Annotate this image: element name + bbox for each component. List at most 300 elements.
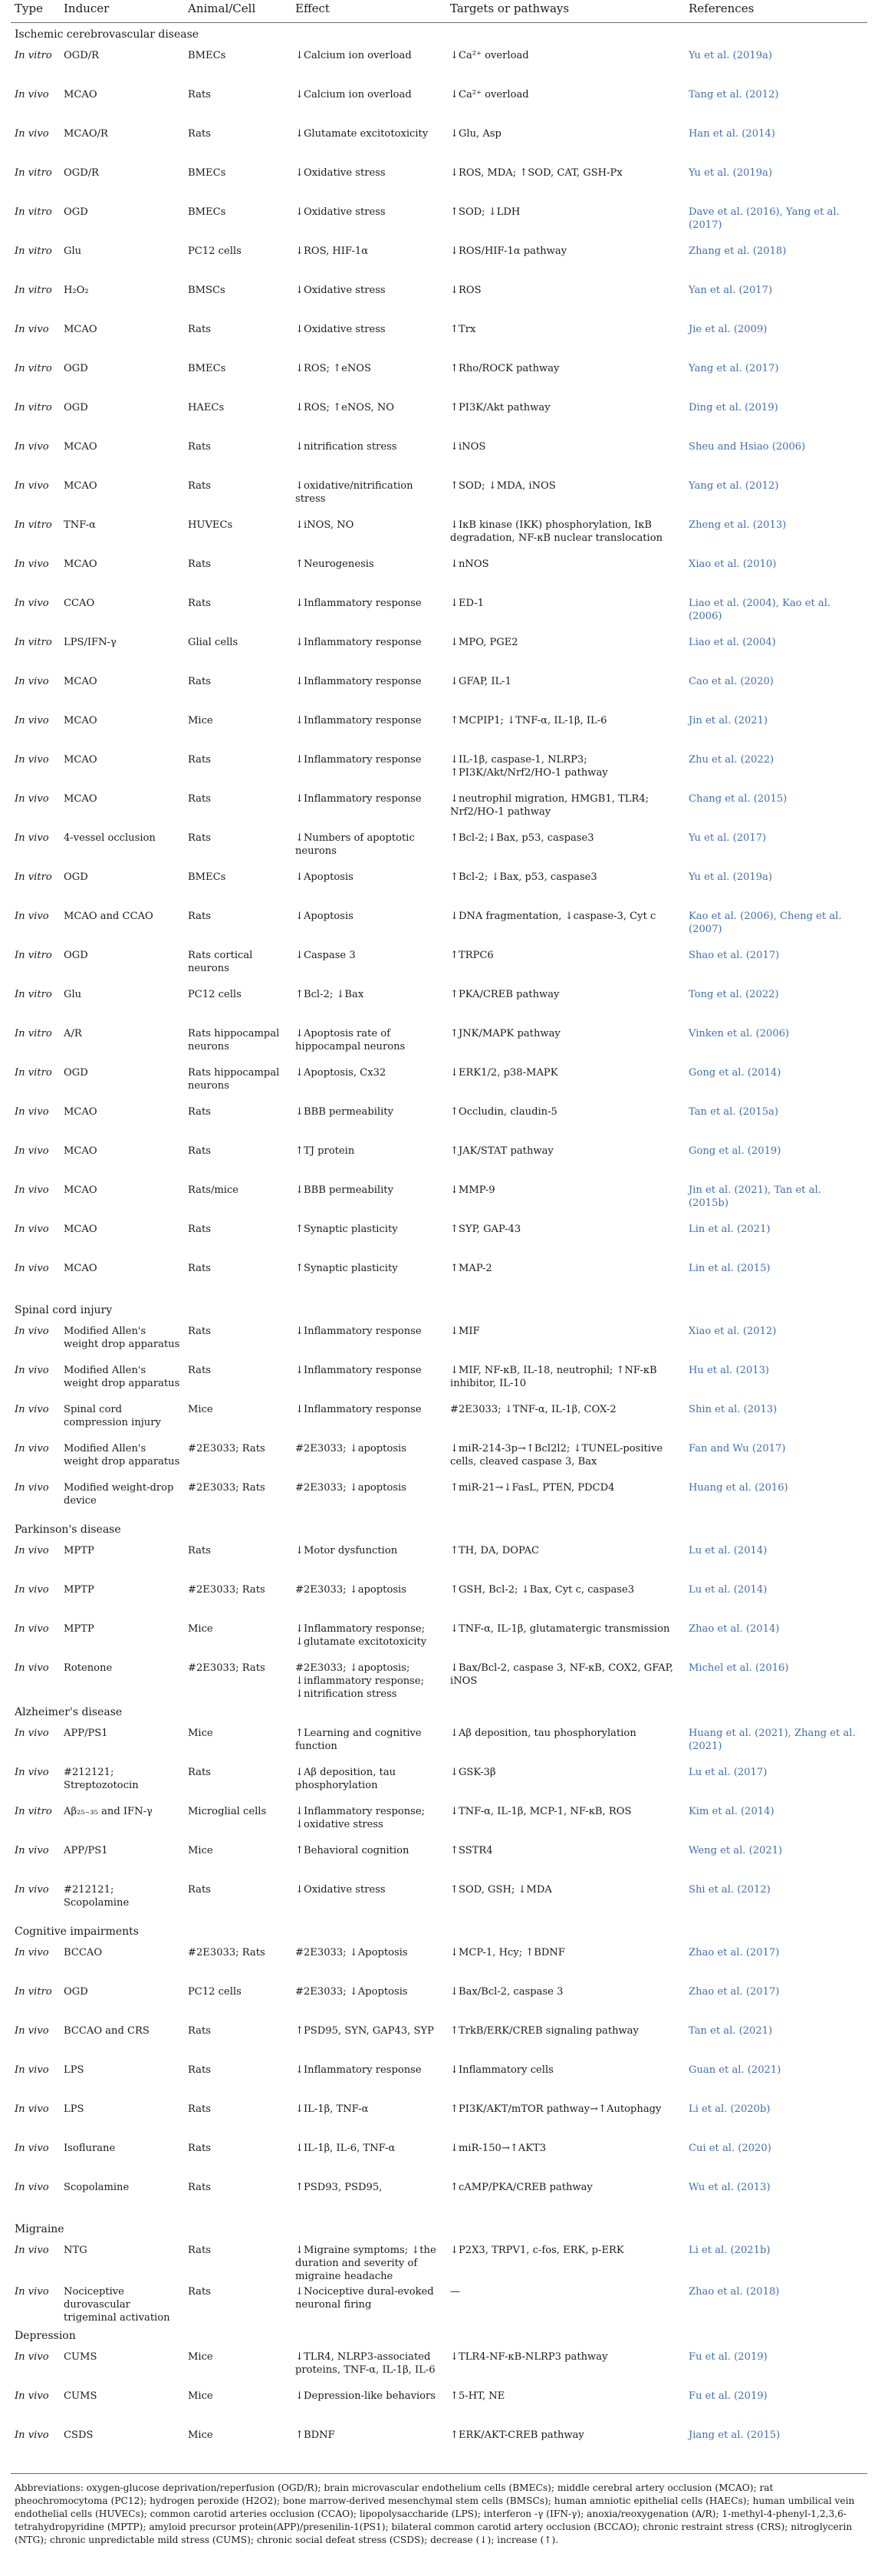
cell-targets: ↓TLR4-NF-κB-NLRP3 pathway: [450, 2350, 608, 2363]
cell-animal-cell: Mice: [188, 1727, 213, 1739]
cell-inducer: OGD: [64, 1985, 88, 1998]
cell-targets: —: [450, 2285, 461, 2298]
cell-type: In vitro: [15, 1066, 52, 1079]
cell-type: In vivo: [15, 1223, 49, 1235]
cell-targets: ↑TRPC6: [450, 949, 494, 961]
section-title: Cognitive impairments: [15, 1925, 139, 1938]
cell-targets: ↑TrkB/ERK/CREB signaling pathway: [450, 2024, 639, 2037]
cell-effect: ↑Synaptic plasticity: [295, 1262, 398, 1274]
cell-animal-cell: Glial cells: [188, 636, 238, 648]
cell-animal-cell: Rats: [188, 88, 211, 100]
cell-reference[interactable]: Cao et al. (2020): [689, 675, 774, 687]
cell-animal-cell: Microglial cells: [188, 1805, 267, 1817]
cell-effect: ↑Neurogenesis: [295, 558, 374, 570]
cell-animal-cell: PC12 cells: [188, 988, 242, 1000]
cell-inducer: OGD/R: [64, 49, 99, 61]
cell-reference[interactable]: Kao et al. (2006), Cheng et al. (2007): [689, 910, 842, 935]
cell-reference[interactable]: Yang et al. (2017): [689, 362, 779, 374]
cell-targets: ↓MIF: [450, 1325, 480, 1337]
cell-inducer: LPS: [64, 2064, 84, 2076]
table-row: [11, 86, 867, 125]
cell-targets: ↑cAMP/PKA/CREB pathway: [450, 2181, 593, 2193]
cell-targets: ↓neutrophil migration, HMGB1, TLR4; Nrf2/HO-1 pathway: [450, 792, 649, 818]
cell-reference[interactable]: Huang et al. (2016): [689, 1481, 788, 1494]
cell-effect: ↓Depression-like behaviors: [295, 2390, 436, 2402]
cell-reference[interactable]: Zhu et al. (2022): [689, 753, 774, 766]
cell-targets: ↑SOD; ↓LDH: [450, 206, 521, 218]
cell-type: In vivo: [15, 714, 49, 726]
cell-type: In vitro: [15, 871, 52, 883]
table-row: [11, 947, 867, 986]
cell-animal-cell: Rats: [188, 2103, 211, 2115]
cell-targets: ↑GSH, Bcl-2; ↓Bax, Cyt c, caspase3: [450, 1583, 635, 1596]
table-row: [11, 1542, 867, 1581]
table-row: [11, 2022, 867, 2061]
cell-animal-cell: Rats: [188, 127, 211, 140]
cell-effect: ↓Oxidative stress: [295, 166, 386, 179]
cell-inducer: MCAO: [64, 88, 97, 100]
header-targets: Targets or pathways: [446, 0, 685, 23]
cell-type: In vivo: [15, 558, 49, 570]
cell-reference[interactable]: Yu et al. (2019a): [689, 49, 772, 61]
cell-reference[interactable]: Li et al. (2020b): [689, 2103, 771, 2115]
cell-animal-cell: BMSCs: [188, 284, 225, 296]
cell-inducer: CUMS: [64, 2390, 97, 2402]
cell-reference[interactable]: Lu et al. (2014): [689, 1583, 768, 1596]
table-row: [11, 1724, 867, 1764]
cell-type: In vivo: [15, 1145, 49, 1157]
cell-animal-cell: Rats: [188, 792, 211, 805]
cell-reference[interactable]: Tang et al. (2012): [689, 88, 779, 100]
cell-inducer: Rotenone: [64, 1662, 113, 1674]
cell-targets: ↑MCPIP1; ↓TNF-α, IL-1β, IL-6: [450, 714, 607, 726]
cell-targets: ↓MIF, NF-κB, IL-18, neutrophil; ↑NF-κB inhibitor, IL-10: [450, 1364, 657, 1389]
cell-animal-cell: Rats: [188, 323, 211, 335]
cell-animal-cell: BMECs: [188, 362, 226, 374]
cell-reference[interactable]: Kim et al. (2014): [689, 1805, 774, 1817]
cell-reference[interactable]: Tan et al. (2015a): [689, 1105, 778, 1118]
cell-inducer: Modified weight-drop device: [64, 1481, 174, 1507]
cell-effect: ↑TJ protein: [295, 1145, 355, 1157]
section-title: Ischemic cerebrovascular disease: [15, 28, 199, 41]
cell-inducer: Scopolamine: [64, 2181, 130, 2193]
cell-type: In vivo: [15, 1262, 49, 1274]
table-row: [11, 595, 867, 634]
cell-type: In vivo: [15, 2390, 49, 2402]
cell-reference[interactable]: Zhao et al. (2018): [689, 2285, 780, 2298]
cell-reference[interactable]: Vinken et al. (2006): [689, 1027, 790, 1039]
cell-effect: ↓TLR4, NLRP3-associated proteins, TNF-α, IL-1β, IL-6: [295, 2350, 436, 2376]
cell-effect: ↑Learning and cognitive function: [295, 1727, 422, 1752]
cell-inducer: A/R: [64, 1027, 82, 1039]
cell-animal-cell: PC12 cells: [188, 1985, 242, 1998]
cell-animal-cell: Rats: [188, 675, 211, 687]
cell-type: In vivo: [15, 1544, 49, 1556]
cell-effect: ↓IL-1β, TNF-α: [295, 2103, 369, 2115]
cell-reference[interactable]: Shi et al. (2012): [689, 1883, 771, 1896]
cell-inducer: MPTP: [64, 1544, 94, 1556]
cell-type: In vitro: [15, 401, 52, 413]
cell-targets: ↓iNOS: [450, 440, 486, 453]
cell-type: In vitro: [15, 49, 52, 61]
cell-inducer: MCAO: [64, 1262, 97, 1274]
table-row: [11, 1323, 867, 1362]
table-row: [11, 438, 867, 477]
cell-effect: ↓Inflammatory response: [295, 714, 422, 726]
cell-reference[interactable]: Dave et al. (2016), Yang et al. (2017): [689, 206, 840, 231]
cell-type: In vitro: [15, 636, 52, 648]
cell-animal-cell: Rats: [188, 1223, 211, 1235]
cell-animal-cell: #2E3033; Rats: [188, 1946, 265, 1958]
cell-targets: ↓Bax/Bcl-2, caspase 3, NF-κB, COX2, GFAP, iNOS: [450, 1662, 673, 1687]
cell-animal-cell: Rats: [188, 1262, 211, 1274]
cell-effect: ↓oxidative/nitrification stress: [295, 479, 413, 505]
cell-effect: ↓Calcium ion overload: [295, 88, 412, 100]
cell-inducer: OGD: [64, 1066, 88, 1079]
cell-animal-cell: BMECs: [188, 871, 226, 883]
cell-targets: ↑Rho/ROCK pathway: [450, 362, 560, 374]
section-row: [11, 1518, 867, 1542]
cell-animal-cell: Mice: [188, 2429, 213, 2441]
cell-effect: ↓Oxidative stress: [295, 284, 386, 296]
table-row: [11, 1142, 867, 1181]
cell-targets: ↑SSTR4: [450, 1844, 493, 1856]
cell-reference[interactable]: Tong et al. (2022): [689, 988, 779, 1000]
cell-reference[interactable]: Xiao et al. (2010): [689, 558, 777, 570]
section-title: Migraine: [15, 2222, 64, 2235]
cell-type: In vivo: [15, 2024, 49, 2037]
cell-inducer: MCAO: [64, 1184, 97, 1196]
cell-reference[interactable]: Xiao et al. (2012): [689, 1325, 777, 1337]
cell-type: In vitro: [15, 519, 52, 531]
cell-effect: #2E3033; ↓Apoptosis: [295, 1946, 408, 1958]
section-row: [11, 2218, 867, 2242]
cell-type: In vivo: [15, 1662, 49, 1674]
cell-reference[interactable]: Yu et al. (2019a): [689, 166, 772, 179]
cell-reference[interactable]: Gong et al. (2019): [689, 1145, 781, 1157]
cell-type: In vivo: [15, 1622, 49, 1635]
cell-reference[interactable]: Fu et al. (2019): [689, 2350, 768, 2363]
cell-inducer: OGD: [64, 401, 88, 413]
cell-animal-cell: Rats: [188, 2064, 211, 2076]
cell-effect: ↓Inflammatory response: [295, 1364, 422, 1376]
table-row: [11, 2179, 867, 2218]
cell-reference[interactable]: Fu et al. (2019): [689, 2390, 768, 2402]
cell-inducer: MCAO: [64, 1145, 97, 1157]
table-row: [11, 1842, 867, 1881]
cell-inducer: MCAO: [64, 1223, 97, 1235]
table-row: [11, 125, 867, 164]
cell-reference[interactable]: Gong et al. (2014): [689, 1066, 781, 1079]
cell-targets: ↓ED-1: [450, 597, 485, 609]
cell-reference[interactable]: Weng et al. (2021): [689, 1844, 783, 1856]
cell-inducer: MCAO: [64, 1105, 97, 1118]
table-row: [11, 555, 867, 595]
cell-type: In vivo: [15, 479, 49, 492]
cell-targets: ↓TNF-α, IL-1β, glutamatergic transmission: [450, 1622, 670, 1635]
cell-reference[interactable]: Sheu and Hsiao (2006): [689, 440, 806, 453]
cell-animal-cell: Rats cortical neurons: [188, 949, 253, 974]
cell-effect: ↓Inflammatory response; ↓oxidative stress: [295, 1805, 426, 1830]
cell-targets: ↓GSK-3β: [450, 1766, 496, 1778]
cell-targets: ↓DNA fragmentation, ↓caspase-3, Cyt c: [450, 910, 656, 922]
cell-targets: ↓MCP-1, Hcy; ↑BDNF: [450, 1946, 565, 1958]
cell-reference[interactable]: Han et al. (2014): [689, 127, 775, 140]
cell-targets: ↑Bcl-2;↓Bax, p53, caspase3: [450, 832, 594, 844]
table-row: [11, 1103, 867, 1142]
cell-effect: ↓ROS, HIF-1α: [295, 245, 369, 257]
cell-reference[interactable]: Li et al. (2021b): [689, 2244, 771, 2256]
table-row: [11, 2140, 867, 2179]
table-row: [11, 868, 867, 908]
table-row: [11, 634, 867, 673]
cell-reference[interactable]: Shao et al. (2017): [689, 949, 780, 961]
table-row: [11, 203, 867, 242]
cell-animal-cell: #2E3033; Rats: [188, 1442, 265, 1454]
cell-animal-cell: Rats: [188, 1544, 211, 1556]
cell-targets: ↓nNOS: [450, 558, 489, 570]
cell-inducer: APP/PS1: [64, 1844, 108, 1856]
cell-reference[interactable]: Yu et al. (2017): [689, 832, 767, 844]
cell-reference[interactable]: Fan and Wu (2017): [689, 1442, 786, 1454]
cell-animal-cell: #2E3033; Rats: [188, 1481, 265, 1494]
cell-inducer: Glu: [64, 988, 82, 1000]
section-title: Depression: [15, 2329, 76, 2342]
cell-inducer: 4-vessel occlusion: [64, 832, 156, 844]
cell-targets: ↓miR-150→↑AKT3: [450, 2142, 547, 2154]
cell-targets: ↑ERK/AKT-CREB pathway: [450, 2429, 584, 2441]
table-row: [11, 986, 867, 1025]
cell-reference[interactable]: Jie et al. (2009): [689, 323, 768, 335]
cell-animal-cell: Rats: [188, 2024, 211, 2037]
cell-inducer: MPTP: [64, 1583, 94, 1596]
table-row: [11, 360, 867, 399]
cell-inducer: OGD/R: [64, 166, 99, 179]
section-row: [11, 1299, 867, 1323]
table-row: [11, 1659, 867, 1701]
cell-reference[interactable]: Zhao et al. (2017): [689, 1946, 780, 1958]
cell-reference[interactable]: Lin et al. (2021): [689, 1223, 771, 1235]
cell-effect: ↓Inflammatory response: [295, 2064, 422, 2076]
cell-type: In vivo: [15, 792, 49, 805]
table-row: [11, 282, 867, 321]
table-row: [11, 1620, 867, 1659]
cell-reference[interactable]: Yu et al. (2019a): [689, 871, 772, 883]
table-header: [11, 0, 867, 23]
cell-inducer: MCAO: [64, 558, 97, 570]
cell-reference[interactable]: Jin et al. (2021), Tan et al. (2015b): [689, 1184, 821, 1209]
cell-animal-cell: Rats: [188, 1766, 211, 1778]
cell-animal-cell: Rats: [188, 910, 211, 922]
cell-type: In vivo: [15, 1105, 49, 1118]
cell-inducer: Nociceptive durovascular trigeminal activation: [64, 2285, 170, 2324]
cell-animal-cell: Rats: [188, 1325, 211, 1337]
cell-type: In vivo: [15, 440, 49, 453]
cell-effect: ↓ROS; ↑eNOS: [295, 362, 371, 374]
header-type: Type: [11, 0, 60, 23]
cell-animal-cell: BMECs: [188, 166, 226, 179]
cell-animal-cell: Rats: [188, 1105, 211, 1118]
table-row: [11, 1881, 867, 1920]
cell-animal-cell: #2E3033; Rats: [188, 1662, 265, 1674]
table-row: [11, 1983, 867, 2022]
table-row: [11, 1581, 867, 1620]
cell-type: In vivo: [15, 323, 49, 335]
cell-reference[interactable]: Cui et al. (2020): [689, 2142, 771, 2154]
table-row: [11, 1440, 867, 1479]
cell-animal-cell: Rats hippocampal neurons: [188, 1027, 280, 1052]
cell-inducer: Modified Allen's weight drop apparatus: [64, 1364, 180, 1389]
cell-type: In vivo: [15, 1583, 49, 1596]
cell-type: In vivo: [15, 832, 49, 844]
cell-inducer: TNF-α: [64, 519, 96, 531]
cell-animal-cell: Rats: [188, 1145, 211, 1157]
cell-reference[interactable]: Chang et al. (2015): [689, 792, 788, 805]
cell-reference[interactable]: Zhao et al. (2014): [689, 1622, 780, 1635]
cell-reference[interactable]: Tan et al. (2021): [689, 2024, 773, 2037]
section-title: Parkinson's disease: [15, 1523, 121, 1536]
cell-type: In vivo: [15, 2064, 49, 2076]
cell-inducer: OGD: [64, 362, 88, 374]
cell-targets: ↓ROS/HIF-1α pathway: [450, 245, 567, 257]
header-effect: Effect: [291, 0, 446, 23]
data-table: [11, 0, 867, 2466]
cell-animal-cell: HUVECs: [188, 519, 233, 531]
cell-targets: ↑PI3K/Akt pathway: [450, 401, 551, 413]
cell-inducer: MCAO: [64, 675, 97, 687]
cell-reference[interactable]: Huang et al. (2021), Zhang et al. (2021): [689, 1727, 856, 1752]
cell-targets: ↓Bax/Bcl-2, caspase 3: [450, 1985, 564, 1998]
section-row: [11, 2324, 867, 2348]
table-row: [11, 2387, 867, 2426]
cell-effect: ↓iNOS, NO: [295, 519, 354, 531]
cell-type: In vitro: [15, 166, 52, 179]
cell-reference[interactable]: Guan et al. (2021): [689, 2064, 781, 2076]
cell-reference[interactable]: Liao et al. (2004): [689, 636, 776, 648]
cell-targets: ↓IκB kinase (IKK) phosphorylation, IκB degradation, NF-κB nuclear translocation: [450, 519, 663, 544]
table-row: [11, 673, 867, 712]
table-row: [11, 790, 867, 829]
header-references: References: [685, 0, 867, 23]
cell-type: In vivo: [15, 2429, 49, 2441]
cell-effect: ↓BBB permeability: [295, 1184, 393, 1196]
cell-targets: ↑JNK/MAPK pathway: [450, 1027, 561, 1039]
cell-reference[interactable]: Shin et al. (2013): [689, 1403, 778, 1415]
table-row: [11, 47, 867, 86]
cell-reference[interactable]: Zhao et al. (2017): [689, 1985, 780, 1998]
cell-effect: #2E3033; ↓Apoptosis: [295, 1985, 408, 1998]
cell-type: In vivo: [15, 2285, 49, 2298]
cell-effect: ↓Oxidative stress: [295, 323, 386, 335]
cell-animal-cell: Rats: [188, 1883, 211, 1896]
cell-type: In vitro: [15, 1805, 52, 1817]
cell-effect: ↓Inflammatory response; ↓glutamate excitotoxicity: [295, 1622, 427, 1648]
cell-animal-cell: Rats hippocampal neurons: [188, 1066, 280, 1092]
cell-targets: ↑PKA/CREB pathway: [450, 988, 560, 1000]
cell-type: In vivo: [15, 1442, 49, 1454]
cell-effect: ↓Glutamate excitotoxicity: [295, 127, 429, 140]
cell-targets: ↑SOD; ↓MDA, iNOS: [450, 479, 556, 492]
cell-effect: ↓Caspase 3: [295, 949, 356, 961]
cell-reference[interactable]: Ding et al. (2019): [689, 401, 778, 413]
cell-effect: ↑PSD95, SYN, GAP43, SYP: [295, 2024, 434, 2037]
cell-type: In vivo: [15, 1946, 49, 1958]
cell-reference[interactable]: Wu et al. (2013): [689, 2181, 771, 2193]
cell-effect: ↓Calcium ion overload: [295, 49, 412, 61]
cell-reference[interactable]: Michel et al. (2016): [689, 1662, 789, 1674]
cell-animal-cell: BMECs: [188, 49, 226, 61]
cell-animal-cell: Rats: [188, 753, 211, 766]
table-footnote: Abbreviations: oxygen-glucose deprivation/reperfusion (OGD/R); brain microvascular endothelium cells (BMECs); middle cerebral artery occlusion (MCAO); rat pheochromocytoma (PC12); hydrogen peroxide (H2O2); bone marrow-derived mesenchymal stem cells (BMSCs); human amniotic epithelial cells (HAECs); human umbilical vein endothelial cells (HUVECs); common carotid arteries occlusion (CCAO); lipopolysaccharide (LPS); interferon -γ (IFN-γ); anoxia/reoxygenation (A/R); 1-methyl-4-phenyl-1,2,3,6-tetrahydropyridine (MPTP); amyloid precursor protein(APP)/presenilin-1(PS1); bilateral common carotid artery occlusion (BCCAO); chronic restraint stress (CRS); nitroglycerin (NTG); chronic unpredictable mild stress (CUMS); chronic social defeat stress (CSDS); decrease (↓); increase (↑).: [11, 2473, 867, 2547]
cell-type: In vivo: [15, 2350, 49, 2363]
cell-reference[interactable]: Yang et al. (2012): [689, 479, 779, 492]
cell-animal-cell: Rats: [188, 2244, 211, 2256]
cell-type: In vivo: [15, 1325, 49, 1337]
cell-inducer: #212121; Scopolamine: [64, 1883, 130, 1909]
cell-type: In vivo: [15, 1766, 49, 1778]
cell-reference[interactable]: Jiang et al. (2015): [689, 2429, 781, 2441]
cell-reference[interactable]: Lin et al. (2015): [689, 1262, 771, 1274]
cell-reference[interactable]: Lu et al. (2017): [689, 1766, 768, 1778]
cell-animal-cell: Rats: [188, 2142, 211, 2154]
cell-reference[interactable]: Zheng et al. (2013): [689, 519, 787, 531]
cell-inducer: Spinal cord compression injury: [64, 1403, 161, 1428]
cell-animal-cell: HAECs: [188, 401, 225, 413]
cell-effect: #2E3033; ↓apoptosis: [295, 1442, 406, 1454]
table-row: [11, 1025, 867, 1064]
cell-reference[interactable]: Zhang et al. (2018): [689, 245, 787, 257]
cell-reference[interactable]: Jin et al. (2021): [689, 714, 768, 726]
cell-reference[interactable]: Yan et al. (2017): [689, 284, 773, 296]
cell-inducer: NTG: [64, 2244, 87, 2256]
cell-effect: ↓Numbers of apoptotic neurons: [295, 832, 415, 857]
cell-targets: ↑SOD, GSH; ↓MDA: [450, 1883, 552, 1896]
cell-type: In vivo: [15, 1184, 49, 1196]
cell-effect: ↓IL-1β, IL-6, TNF-α: [295, 2142, 396, 2154]
table-row: [11, 2283, 867, 2324]
section-title: Alzheimer's disease: [15, 1705, 123, 1718]
cell-reference[interactable]: Liao et al. (2004), Kao et al. (2006): [689, 597, 831, 622]
cell-type: In vivo: [15, 88, 49, 100]
table-row: [11, 1181, 867, 1220]
cell-effect: ↑Synaptic plasticity: [295, 1223, 398, 1235]
cell-type: In vivo: [15, 127, 49, 140]
table-row: [11, 242, 867, 282]
table-row: [11, 1260, 867, 1299]
cell-targets: ↓GFAP, IL-1: [450, 675, 511, 687]
cell-effect: #2E3033; ↓apoptosis: [295, 1583, 406, 1596]
cell-type: In vitro: [15, 1985, 52, 1998]
cell-targets: ↑miR-21→↓FasL, PTEN, PDCD4: [450, 1481, 615, 1494]
table-row: [11, 2100, 867, 2140]
cell-effect: ↑Behavioral cognition: [295, 1844, 409, 1856]
cell-inducer: #212121; Streptozotocin: [64, 1766, 139, 1791]
cell-type: In vivo: [15, 2244, 49, 2256]
cell-inducer: Glu: [64, 245, 82, 257]
cell-effect: ↓Inflammatory response: [295, 1325, 422, 1337]
table-row: [11, 908, 867, 947]
cell-effect: ↓Inflammatory response: [295, 636, 422, 648]
cell-animal-cell: Rats/mice: [188, 1184, 239, 1196]
cell-reference[interactable]: Lu et al. (2014): [689, 1544, 768, 1556]
cell-inducer: MCAO: [64, 479, 97, 492]
cell-reference[interactable]: Hu et al. (2013): [689, 1364, 770, 1376]
cell-animal-cell: Rats: [188, 2181, 211, 2193]
table-row: [11, 2061, 867, 2100]
cell-inducer: MCAO: [64, 323, 97, 335]
cell-targets: ↓Ca²⁺ overload: [450, 49, 529, 61]
cell-effect: #2E3033; ↓apoptosis; ↓inflammatory response; ↓nitrification stress: [295, 1662, 425, 1700]
